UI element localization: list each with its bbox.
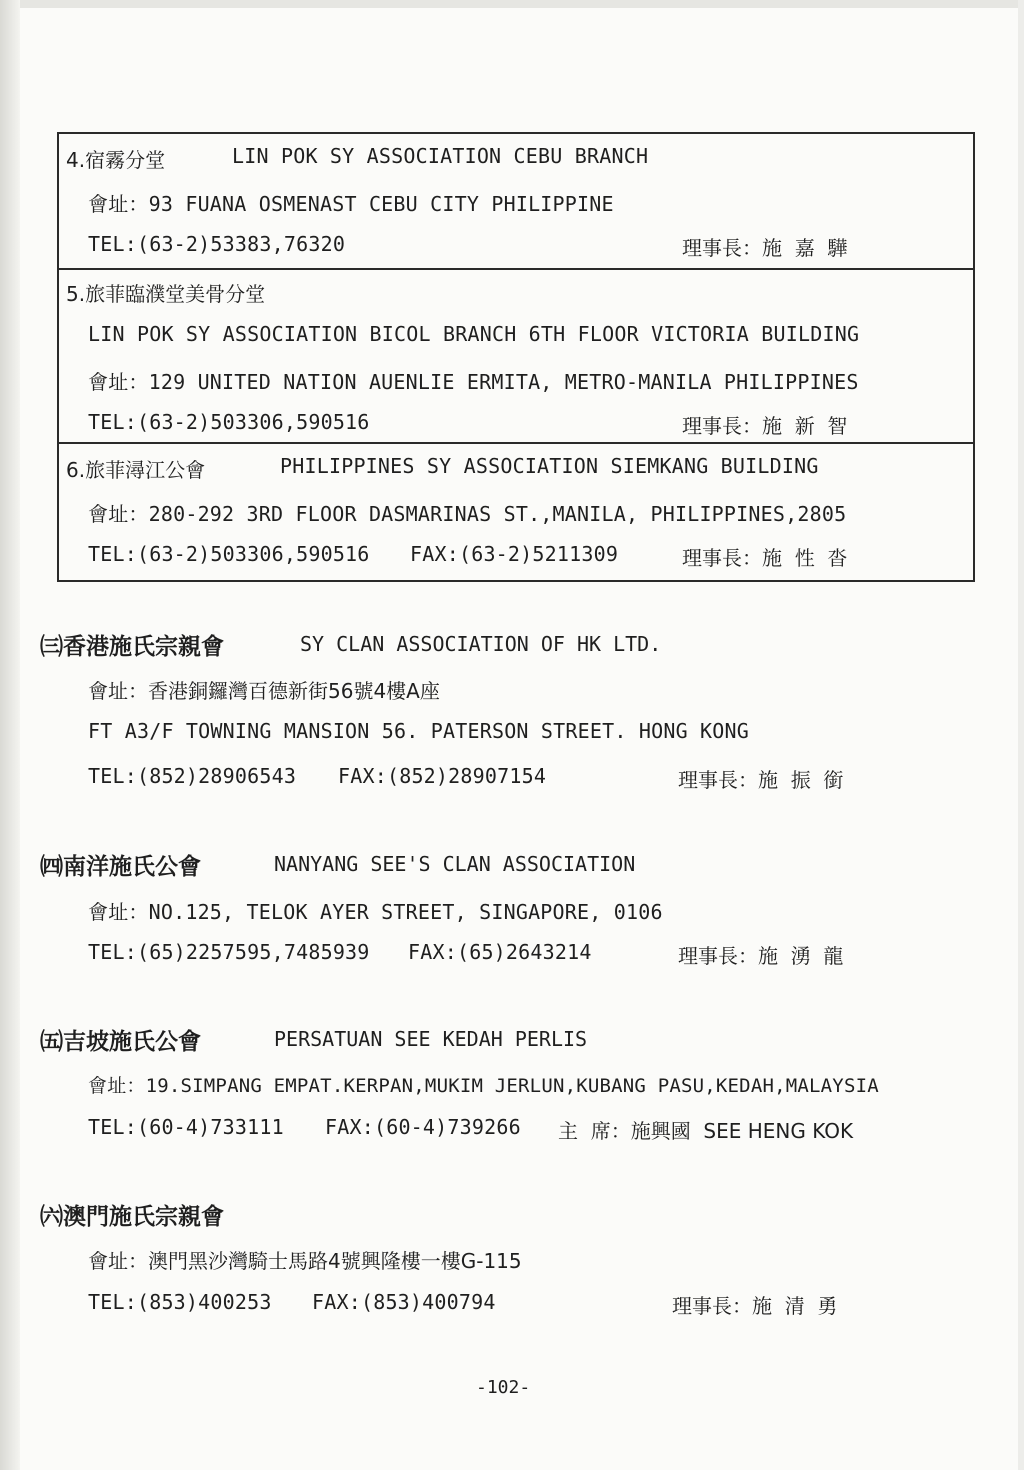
section-address: 會址：19.SIMPANG EMPAT.KERPAN,MUKIM JERLUN,KUBANG PASU,KEDAH,MALAYSIA xyxy=(88,1075,879,1097)
section-chairman: 理事長：施 湧 龍 xyxy=(678,944,844,968)
section-heading-hk: ㈢香港施氏宗親會 xyxy=(40,634,224,660)
section-heading-nanyang: ㈣南洋施氏公會 xyxy=(40,854,201,880)
entry-address: 會址：129 UNITED NATION AUENLIE ERMITA, METRO-MANILA PHILIPPINES xyxy=(88,370,859,394)
entry-heading: 4.宿霧分堂 xyxy=(66,148,166,172)
entry-english-name: PHILIPPINES SY ASSOCIATION SIEMKANG BUILDING xyxy=(280,454,819,478)
section-address: 會址：澳門黑沙灣騎士馬路4號興隆樓一樓G-115 xyxy=(88,1249,522,1273)
section-address-english: FT A3/F TOWNING MANSION 56. PATERSON STREET. HONG KONG xyxy=(88,719,750,743)
page-binding-shadow xyxy=(0,0,20,1470)
page-number: -102- xyxy=(476,1377,531,1398)
section-heading-macau: ㈥澳門施氏宗親會 xyxy=(40,1204,224,1230)
section-english-name: NANYANG SEE'S CLAN ASSOCIATION xyxy=(274,852,636,876)
section-address: 會址：NO.125, TELOK AYER STREET, SINGAPORE, 0106 xyxy=(88,900,663,924)
section-chairman: 理事長：施 清 勇 xyxy=(672,1294,838,1318)
entry-tel: TEL:(63-2)53383,76320 xyxy=(88,232,346,256)
entry-tel: TEL:(63-2)503306,590516 xyxy=(88,410,370,434)
section-heading-kedah: ㈤吉坡施氏公會 xyxy=(40,1029,201,1055)
entry-chairman: 理事長：施 嘉 驊 xyxy=(682,236,848,260)
section-tel: TEL:(852)28906543 xyxy=(88,764,297,788)
page-top-edge xyxy=(0,0,1024,8)
entry-heading: 6.旅菲潯江公會 xyxy=(66,458,206,482)
section-english-name: PERSATUAN SEE KEDAH PERLIS xyxy=(274,1027,588,1051)
section-address: 會址：香港銅鑼灣百德新街56號4樓A座 xyxy=(88,679,440,703)
section-fax: FAX:(60-4)739266 xyxy=(325,1115,521,1139)
section-tel: TEL:(853)400253 xyxy=(88,1290,272,1314)
section-fax: FAX:(852)28907154 xyxy=(338,764,547,788)
section-chairman: 理事長：施 振 銜 xyxy=(678,768,844,792)
entry-chairman: 理事長：施 性 沓 xyxy=(682,546,848,570)
page-right-edge xyxy=(1018,0,1024,1470)
section-tel: TEL:(65)2257595,7485939 xyxy=(88,940,370,964)
entry-address: 會址：93 FUANA OSMENAST CEBU CITY PHILIPPINE xyxy=(88,192,614,216)
entry-address: 會址：280-292 3RD FLOOR DASMARINAS ST.,MANILA, PHILIPPINES,2805 xyxy=(88,502,847,526)
entry-english-name: LIN POK SY ASSOCIATION CEBU BRANCH xyxy=(232,144,649,168)
section-chairman: 主 席：施興國 SEE HENG KOK xyxy=(558,1119,854,1143)
entry-fax: FAX:(63-2)5211309 xyxy=(410,542,619,566)
entry-chairman: 理事長：施 新 智 xyxy=(682,414,848,438)
section-tel: TEL:(60-4)733111 xyxy=(88,1115,284,1139)
section-fax: FAX:(853)400794 xyxy=(312,1290,496,1314)
entry-tel: TEL:(63-2)503306,590516 xyxy=(88,542,370,566)
section-fax: FAX:(65)2643214 xyxy=(408,940,592,964)
section-english-name: SY CLAN ASSOCIATION OF HK LTD. xyxy=(300,632,662,656)
entry-heading: 5.旅菲臨濮堂美骨分堂 xyxy=(66,282,266,306)
entry-english-name: LIN POK SY ASSOCIATION BICOL BRANCH 6TH FLOOR VICTORIA BUILDING xyxy=(88,322,860,346)
